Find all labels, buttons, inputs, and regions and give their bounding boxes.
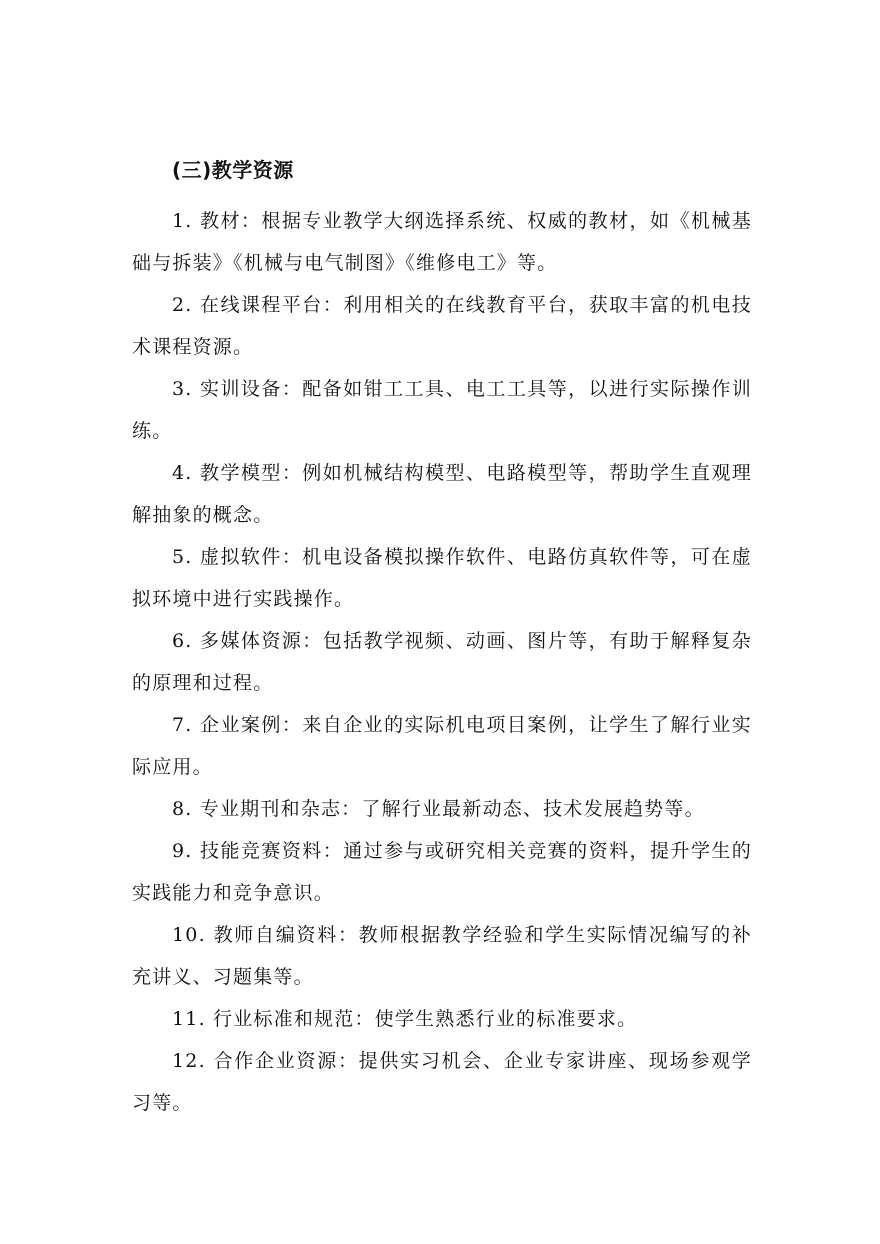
section-heading: (三)教学资源 — [172, 158, 294, 182]
resource-item-9: 9. 技能竞赛资料：通过参与或研究相关竞赛的资料，提升学生的实践能力和竞争意识。 — [132, 840, 752, 904]
resource-item-6: 6. 多媒体资源：包括教学视频、动画、图片等，有助于解释复杂的原理和过程。 — [132, 630, 752, 694]
resource-item-11: 11. 行业标准和规范：使学生熟悉行业的标准要求。 — [172, 1008, 638, 1030]
resource-item-7: 7. 企业案例：来自企业的实际机电项目案例，让学生了解行业实际应用。 — [132, 714, 752, 778]
resource-list — [132, 200, 752, 1124]
resource-item-2: 2. 在线课程平台：利用相关的在线教育平台，获取丰富的机电技术课程资源。 — [132, 294, 752, 358]
resource-item-1: 1. 教材：根据专业教学大纲选择系统、权威的教材，如《机械基础与拆装》《机械与电气制图》《维修电工》等。 — [132, 210, 752, 274]
resource-item-10: 10. 教师自编资料：教师根据教学经验和学生实际情况编写的补充讲义、习题集等。 — [132, 924, 752, 988]
resource-item-4: 4. 教学模型：例如机械结构模型、电路模型等，帮助学生直观理解抽象的概念。 — [132, 462, 752, 526]
resource-item-12: 12. 合作企业资源：提供实习机会、企业专家讲座、现场参观学习等。 — [132, 1050, 752, 1114]
resource-item-5: 5. 虚拟软件：机电设备模拟操作软件、电路仿真软件等，可在虚拟环境中进行实践操作。 — [132, 546, 752, 610]
resource-item-8: 8. 专业期刊和杂志：了解行业最新动态、技术发展趋势等。 — [172, 798, 705, 820]
resource-item-3: 3. 实训设备：配备如钳工工具、电工工具等，以进行实际操作训练。 — [132, 378, 752, 442]
